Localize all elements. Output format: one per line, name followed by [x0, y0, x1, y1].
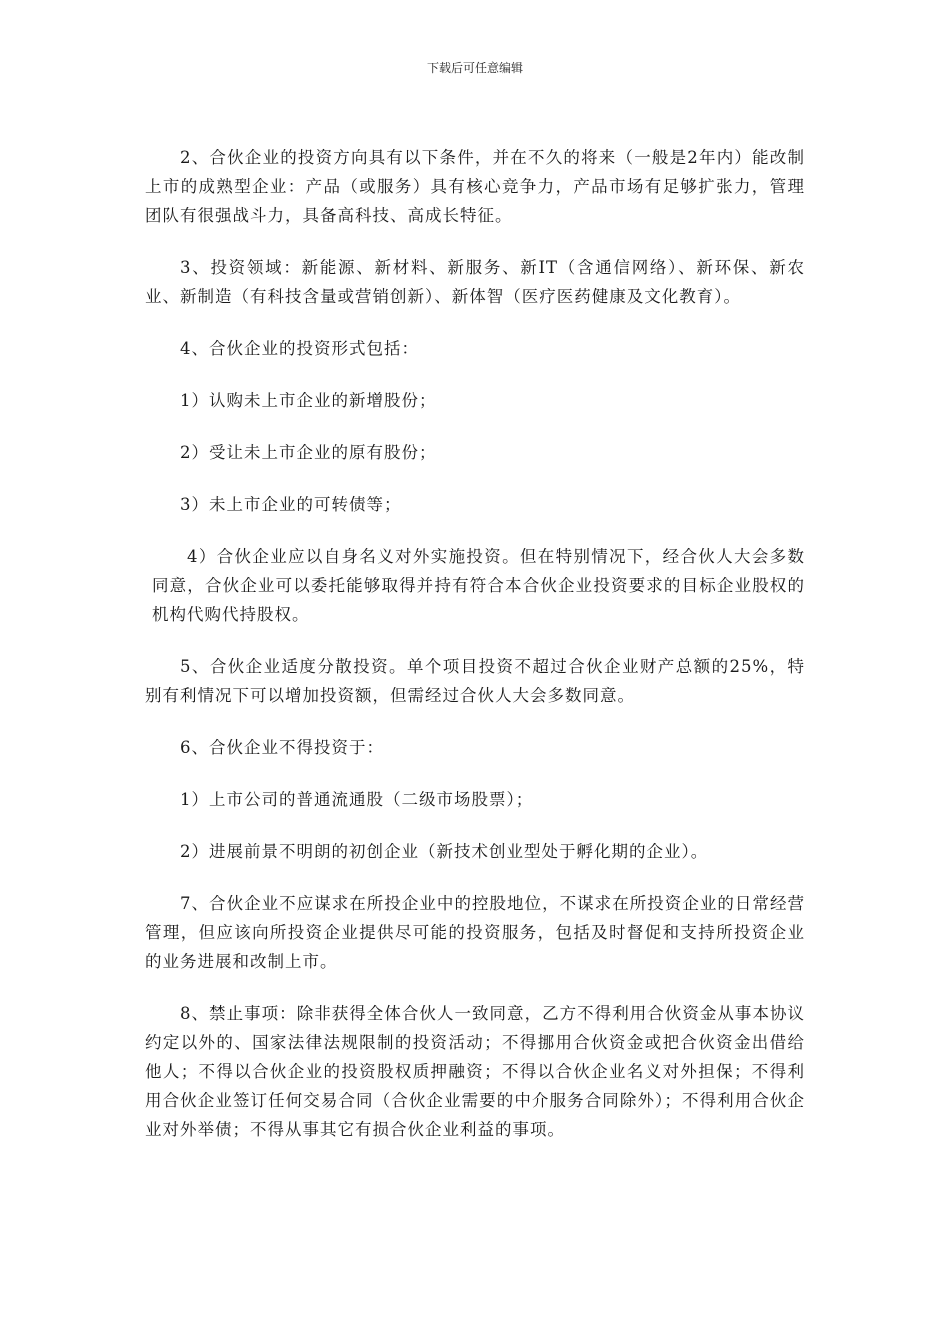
- document-body: [145, 143, 805, 1167]
- list-item: 4）合伙企业应以自身名义对外实施投资。但在特别情况下，经合伙人大会多数同意，合伙企业可以委托能够取得并持有符合本合伙企业投资要求的目标企业股权的机构代购代持股权。: [152, 547, 805, 624]
- paragraph-investment-direction: 2、合伙企业的投资方向具有以下条件，并在不久的将来（一般是2年内）能改制上市的成熟型企业：产品（或服务）具有核心竞争力，产品市场有足够扩张力，管理团队有很强战斗力，具备高科技、高成长特征。: [145, 148, 805, 225]
- paragraph-investment-forms: 4、合伙企业的投资形式包括：: [180, 339, 419, 358]
- page-header: 下载后可任意编辑: [426, 61, 523, 75]
- paragraph-control: 7、合伙企业不应谋求在所投企业中的控股地位，不谋求在所投资企业的日常经营管理，但应该向所投资企业提供尽可能的投资服务，包括及时督促和支持所投资企业的业务进展和改制上市。: [145, 894, 805, 971]
- list-item: 3）未上市企业的可转债等；: [180, 495, 402, 514]
- paragraph-investment-fields: 3、投资领域：新能源、新材料、新服务、新IT（含通信网络）、新环保、新农业、新制造（有科技含量或营销创新）、新体智（医疗医药健康及文化教育）。: [145, 258, 805, 306]
- paragraph-diversification: 5、合伙企业适度分散投资。单个项目投资不超过合伙企业财产总额的25%，特别有利情况下可以增加投资额，但需经过合伙人大会多数同意。: [145, 657, 805, 705]
- paragraph-prohibited-investments: 6、合伙企业不得投资于：: [180, 738, 384, 757]
- list-item: 2）进展前景不明朗的初创企业（新技术创业型处于孵化期的企业）。: [180, 842, 709, 861]
- list-item: 2）受让未上市企业的原有股份；: [180, 443, 437, 462]
- list-item: 1）上市公司的普通流通股（二级市场股票）；: [180, 790, 534, 809]
- list-item: 1）认购未上市企业的新增股份；: [180, 391, 437, 410]
- paragraph-prohibited-matters: 8、禁止事项：除非获得全体合伙人一致同意，乙方不得利用合伙资金从事本协议约定以外的、国家法律法规限制的投资活动；不得挪用合伙资金或把合伙资金出借给他人；不得以合伙企业的投资股权质押融资；不得以合伙企业名义对外担保；不得利用合伙企业签订任何交易合同（合伙企业需要的中介服务合同除外）；不得利用合伙企业对外举债；不得从事其它有损合伙企业利益的事项。: [145, 1004, 805, 1139]
